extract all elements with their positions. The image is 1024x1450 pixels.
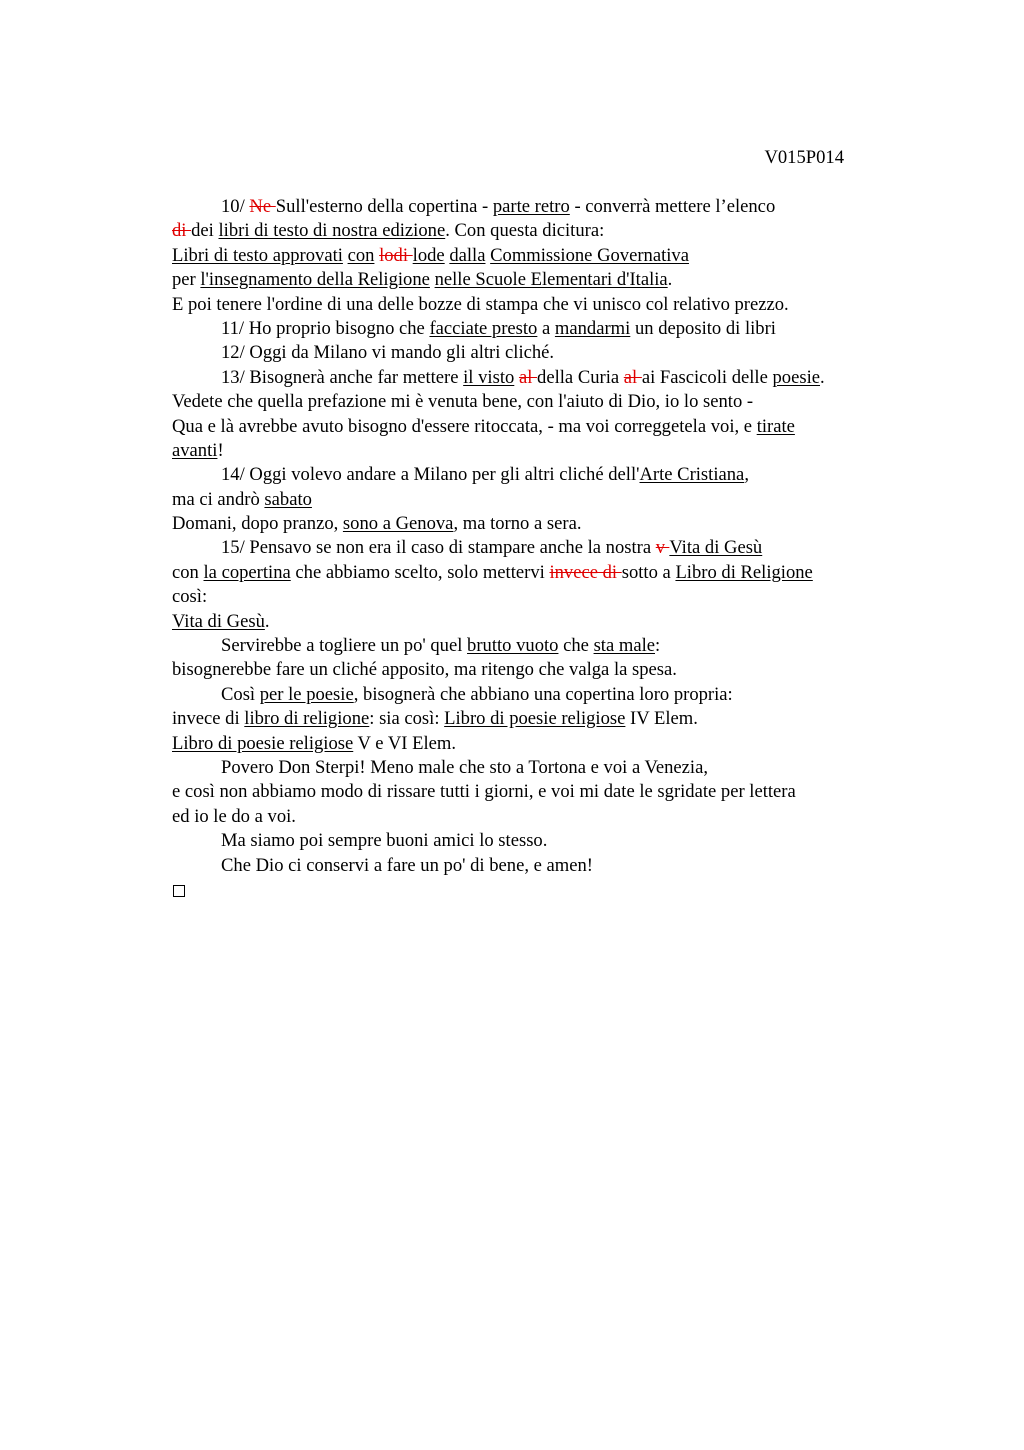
text-run: 15/ Pensavo se non era il caso di stampare anche la nostra	[221, 537, 656, 559]
struck-text: al	[623, 366, 642, 388]
text-run: Vedete che quella prefazione mi è venuta bene, con l'aiuto di Dio, io lo sento -	[172, 391, 754, 413]
text-run: 12/ Oggi da Milano vi mando gli altri cliché.	[221, 342, 555, 364]
struck-text: invece di	[549, 561, 622, 583]
text-run: che	[558, 635, 594, 657]
text-run: Servirebbe a togliere un po' quel	[221, 635, 468, 657]
text-line	[172, 634, 912, 658]
text-line	[172, 195, 912, 219]
text-run: Così	[221, 683, 260, 705]
underlined-text: mandarmi	[554, 317, 631, 339]
text-line	[172, 219, 912, 243]
underlined-text: sono a Genova	[342, 513, 454, 535]
text-run: sotto a	[621, 561, 676, 583]
text-line	[172, 658, 912, 682]
text-run: 10/	[221, 196, 250, 217]
text-run: ai Fascicoli delle	[641, 366, 773, 388]
text-run: ,	[744, 464, 749, 486]
text-line	[172, 732, 912, 756]
text-line	[172, 341, 912, 365]
underlined-text: lode	[412, 244, 445, 266]
text-line	[172, 415, 912, 439]
text-run: Sull'esterno della copertina -	[275, 196, 493, 217]
text-run: :	[655, 635, 661, 657]
underlined-text: Vita di Gesù	[172, 610, 265, 632]
struck-text: di	[172, 220, 192, 242]
text-run: 13/ Bisognerà anche far mettere	[221, 366, 464, 388]
underlined-text: Arte Cristiana	[639, 464, 745, 486]
underlined-text: Libro di Religione	[675, 561, 813, 583]
underlined-text: sabato	[264, 488, 312, 510]
underlined-text: il visto	[463, 366, 515, 388]
text-run: .	[667, 269, 673, 291]
underlined-text: avanti	[172, 439, 218, 461]
underlined-text: facciate presto	[429, 317, 538, 339]
text-run: bisognerebbe fare un cliché apposito, ma ritengo che valga la spesa.	[172, 659, 677, 681]
text-line	[172, 683, 912, 707]
text-run: con	[172, 561, 204, 583]
text-line	[172, 780, 912, 804]
text-run: un deposito di libri	[630, 317, 776, 339]
text-line	[172, 244, 912, 268]
text-run: invece di	[172, 708, 245, 730]
text-run: e così non abbiamo modo di rissare tutti i giorni, e voi mi date le sgridate per lettera	[172, 781, 796, 803]
struck-text: lodi	[379, 244, 413, 266]
text-run: Che Dio ci conservi a fare un po' di bene, e amen!	[221, 854, 593, 876]
text-run: per	[172, 269, 201, 291]
text-line	[172, 829, 912, 853]
end-line	[172, 878, 912, 902]
letter-body	[172, 195, 912, 902]
text-line	[172, 317, 912, 341]
text-run: .	[820, 366, 825, 388]
text-run: così:	[172, 586, 208, 608]
underlined-text: Libro di poesie religiose	[172, 732, 354, 754]
struck-text: Ne	[249, 196, 276, 217]
text-line	[172, 488, 912, 512]
text-run: : sia così:	[369, 708, 445, 730]
text-run: ma ci andrò	[172, 488, 265, 510]
underlined-text: parte retro	[492, 196, 570, 217]
text-run: - converrà mettere l’elenco	[569, 196, 776, 217]
struck-text: al	[518, 366, 538, 388]
text-line	[172, 707, 912, 731]
text-line	[172, 439, 912, 463]
text-line	[172, 463, 912, 487]
underlined-text: Vita di Gesù	[669, 537, 763, 559]
underlined-text: libri di testo di nostra edizione	[218, 220, 446, 242]
text-run: 11/ Ho proprio bisogno che	[221, 317, 430, 339]
text-run: 14/ Oggi volevo andare a Milano per gli altri cliché dell'	[221, 464, 640, 486]
text-line	[172, 610, 912, 634]
underlined-text: con	[347, 244, 375, 266]
text-line	[172, 756, 912, 780]
text-run: . Con questa dicitura:	[445, 220, 605, 242]
underlined-text: poesie	[772, 366, 821, 388]
text-line	[172, 854, 912, 878]
text-run: Ma siamo poi sempre buoni amici lo stesso.	[221, 830, 548, 852]
text-run: a	[537, 317, 555, 339]
text-line	[172, 561, 912, 585]
underlined-text: libro di religione	[244, 708, 370, 730]
underlined-text: brutto vuoto	[467, 635, 559, 657]
struck-text: v	[655, 537, 670, 559]
text-run: Qua e là avrebbe avuto bisogno d'essere ritoccata, - ma voi correggetela voi, e	[172, 415, 757, 437]
underlined-text: l'insegnamento della Religione	[200, 269, 430, 291]
underlined-text: la copertina	[203, 561, 291, 583]
underlined-text: Commissione Governativa	[490, 244, 689, 266]
end-square-icon	[173, 885, 185, 897]
page-reference: V015P014	[764, 147, 844, 168]
text-run: dei	[191, 220, 219, 242]
text-line	[172, 268, 912, 292]
text-run: della Curia	[537, 366, 624, 388]
underlined-text: tirate	[756, 415, 795, 437]
underlined-text: Libri di testo approvati	[172, 244, 343, 266]
underlined-text: per le poesie	[259, 683, 354, 705]
text-line	[172, 536, 912, 560]
underlined-text: Libro di poesie religiose	[444, 708, 626, 730]
text-run: .	[264, 610, 270, 632]
text-line	[172, 805, 912, 829]
text-run: !	[217, 439, 224, 461]
text-line	[172, 366, 912, 390]
text-run: Povero Don Sterpi! Meno male che sto a Tortona e voi a Venezia,	[221, 756, 708, 778]
text-run: IV Elem.	[625, 708, 698, 730]
text-run: Domani, dopo pranzo,	[172, 513, 343, 535]
text-line	[172, 293, 912, 317]
text-run: ed io le do a voi.	[172, 805, 296, 827]
underlined-text: nelle Scuole Elementari d'Italia	[434, 269, 668, 291]
underlined-text: dalla	[449, 244, 486, 266]
text-line	[172, 585, 912, 609]
underlined-text: sta male	[593, 635, 655, 657]
text-run: che abbiamo scelto, solo mettervi	[290, 561, 550, 583]
text-run: V e VI Elem.	[353, 732, 457, 754]
text-line	[172, 390, 912, 414]
text-run: , bisognerà che abbiano una copertina loro propria:	[353, 683, 733, 705]
text-run: E poi tenere l'ordine di una delle bozze di stampa che vi unisco col relativo prezzo.	[172, 293, 789, 315]
text-run: , ma torno a sera.	[453, 513, 582, 535]
text-line	[172, 512, 912, 536]
